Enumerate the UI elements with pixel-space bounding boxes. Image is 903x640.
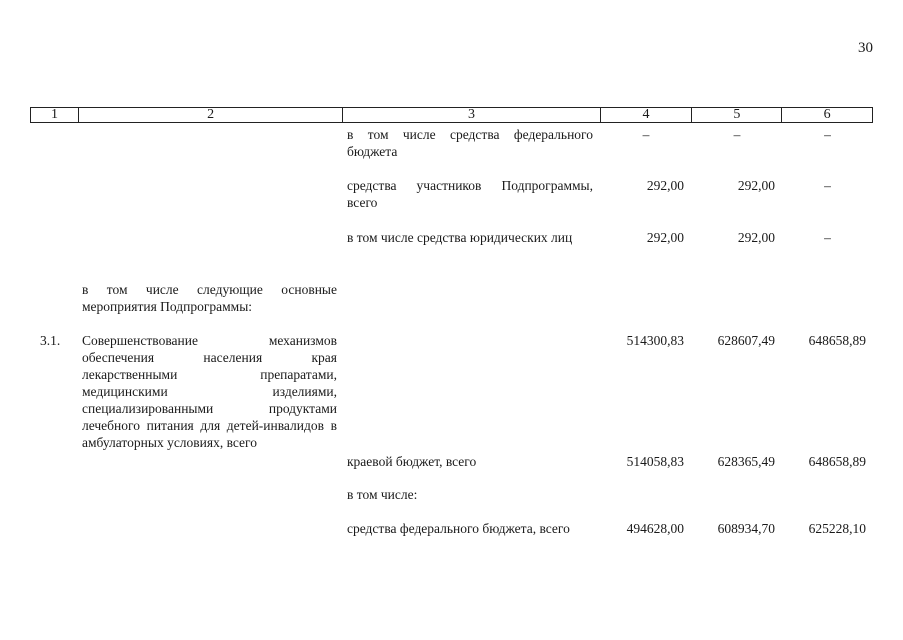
row-value-col4: 514058,83 [626, 454, 684, 469]
row-value-col5: 608934,70 [717, 521, 775, 536]
page-number: 30 [858, 40, 873, 56]
row-value-col5: – [733, 127, 741, 142]
row-value-col4: 292,00 [646, 230, 684, 245]
row-value-col5: 628607,49 [717, 333, 775, 348]
row-value-col6: 648658,89 [808, 454, 866, 469]
row-value-col6: 625228,10 [808, 521, 866, 536]
header-col-1: 1 [50, 107, 58, 122]
header-col-5: 5 [691, 108, 781, 122]
row-source: в том числе средства федерального бюджета [347, 127, 593, 159]
header-col-6: 6 [781, 108, 872, 122]
row-source: средства участников Подпрограммы, всего [347, 178, 593, 210]
row-number: 3.1. [40, 333, 61, 348]
row-value-col4: 292,00 [646, 178, 684, 193]
header-col-4: 4 [600, 108, 692, 122]
row-source: в том числе: [347, 487, 418, 502]
row-value-col6: 648658,89 [808, 333, 866, 348]
row-value-col6: – [824, 127, 831, 142]
row-name: в том числе следующие основные мероприятия Подпрограммы: [82, 282, 337, 314]
row-source: краевой бюджет, всего [347, 454, 477, 469]
row-source: средства федерального бюджета, всего [347, 521, 570, 536]
row-value-col4: – [642, 127, 650, 142]
row-value-col6: – [824, 230, 831, 245]
row-value-col5: 292,00 [737, 230, 775, 245]
header-col-3: 3 [342, 108, 599, 122]
row-value-col4: 514300,83 [626, 333, 684, 348]
table-header-row [30, 107, 873, 123]
row-value-col5: 292,00 [737, 178, 775, 193]
row-value-col4: 494628,00 [626, 521, 684, 536]
row-value-col5: 628365,49 [717, 454, 775, 469]
row-value-col6: – [824, 178, 831, 193]
row-name: Совершенствование механизмов обеспечения населения края лекарственными препаратами, медицинскими изделиями, специализированными продуктами лечебного питания для детей-инвалидов в амбулаторных условиях, всего [82, 333, 337, 450]
row-source: в том числе средства юридических лиц [347, 230, 573, 245]
header-col-2: 2 [78, 108, 342, 122]
